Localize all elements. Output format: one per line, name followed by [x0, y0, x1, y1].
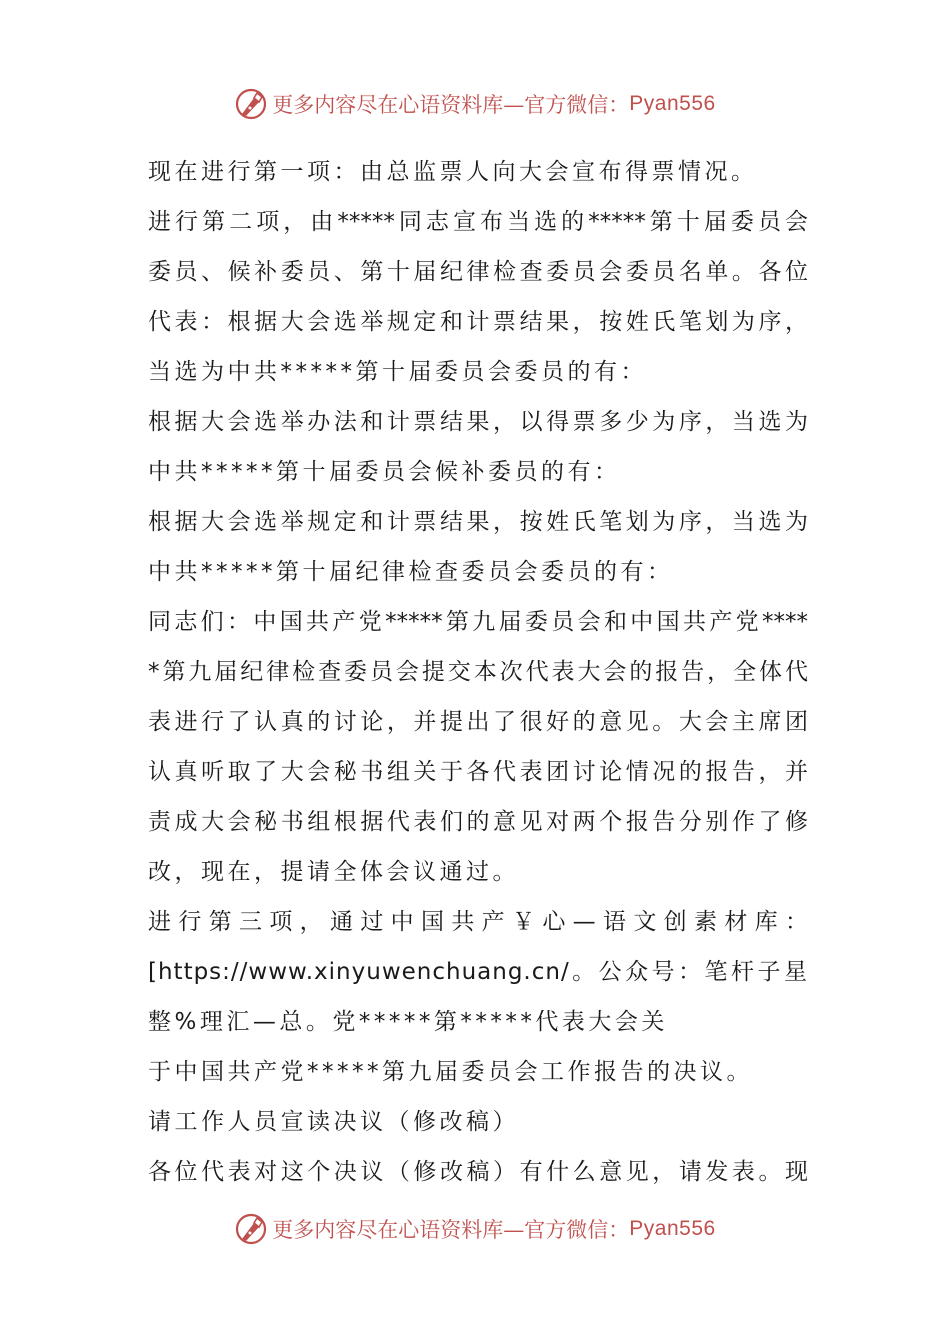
- banner-wechat-id: Pyan556: [629, 92, 716, 115]
- body-line: 委员、候补委员、第十届纪律检查委员会委员名单。各位: [148, 259, 808, 285]
- body-line: 认真听取了大会秘书组关于各代表团讨论情况的报告，并: [148, 759, 808, 785]
- body-line: 整%理汇—总。党*****第*****代表大会关: [148, 1009, 668, 1035]
- body-line: 现在进行第一项：由总监票人向大会宣布得票情况。: [148, 159, 758, 185]
- body-line: 改，现在，提请全体会议通过。: [148, 859, 519, 885]
- body-line: 代表：根据大会选举规定和计票结果，按姓氏笔划为序，: [148, 309, 808, 335]
- body-line: 当选为中共*****第十届委员会委员的有：: [148, 359, 647, 385]
- body-line: 中共*****第十届委员会候补委员的有：: [148, 459, 621, 485]
- pen-nib-icon: [234, 1212, 268, 1246]
- body-line: 进行第二项，由*****同志宣布当选的*****第十届委员会: [148, 209, 808, 235]
- body-line: 表进行了认真的讨论，并提出了很好的意见。大会主席团: [148, 709, 808, 735]
- body-line-url: [https://www.xinyuwenchuang.cn/。公众号：笔杆子星: [148, 959, 808, 985]
- body-line: 责成大会秘书组根据代表们的意见对两个报告分别作了修: [148, 809, 808, 835]
- body-line: 各位代表对这个决议（修改稿）有什么意见，请发表。现: [148, 1159, 808, 1185]
- pen-nib-icon: [234, 87, 268, 121]
- banner-wechat-id: Pyan556: [629, 1217, 716, 1240]
- banner-text: 更多内容尽在心语资料库—官方微信：: [272, 93, 630, 117]
- body-line: 同志们：中国共产党*****第九届委员会和中国共产党****: [148, 609, 808, 635]
- footer-watermark-banner: [0, 1209, 950, 1249]
- body-line: 根据大会选举办法和计票结果，以得票多少为序，当选为: [148, 409, 808, 435]
- body-line: 请工作人员宣读决议（修改稿）: [148, 1109, 519, 1135]
- body-line: 于中国共产党*****第九届委员会工作报告的决议。: [148, 1059, 753, 1085]
- banner-text: 更多内容尽在心语资料库—官方微信：: [272, 1218, 630, 1242]
- body-line: *第九届纪律检查委员会提交本次代表大会的报告，全体代: [148, 659, 808, 685]
- body-line: 根据大会选举规定和计票结果，按姓氏笔划为序，当选为: [148, 509, 808, 535]
- document-body: [148, 147, 808, 1197]
- body-line: 中共*****第十届纪律检查委员会委员的有：: [148, 559, 674, 585]
- body-line: 进行第三项，通过中国共产￥心—语文创素材库：: [148, 909, 808, 935]
- header-watermark-banner: [0, 84, 950, 124]
